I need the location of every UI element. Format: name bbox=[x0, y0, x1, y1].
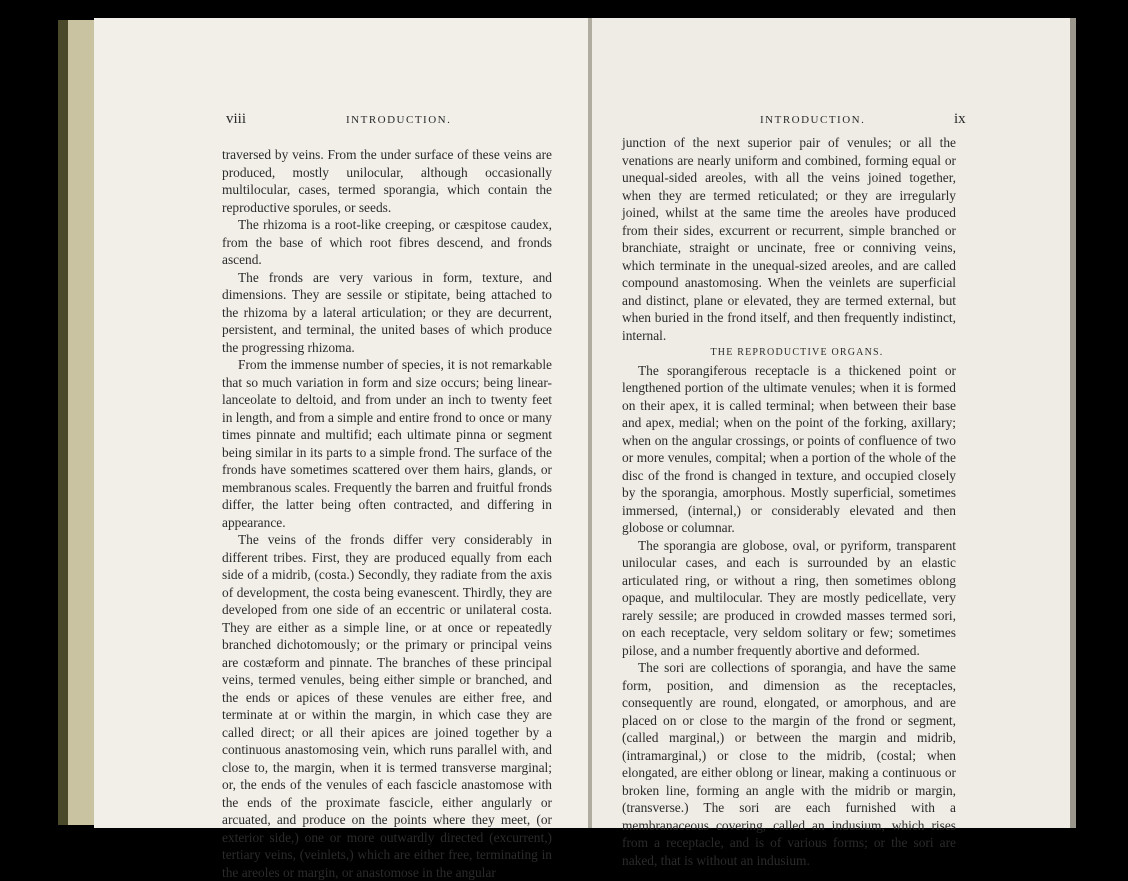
running-head-right: INTRODUCTION. bbox=[760, 114, 866, 126]
paragraph: From the immense number of species, it is not remarkable that so much variation in form and size occurs; being linear-lanceolate to deltoid, and from under an inch to twenty feet in length, and from a simple and entire frond to once or many times pinnate and multifid; each ultimate pinna or segment being similar in its parts to a simple frond. The surface of the fronds have sometimes scattered over them hairs, glands, or membranous scales. Frequently the barren and fruitful fronds differ, the latter being often contracted, and differing in appearance. bbox=[222, 357, 552, 530]
paragraph: The sporangiferous receptacle is a thickened point or lengthened portion of the ultimate venules; when it is formed on their apex, it is called terminal; when between their base and apex, medial; when on the point of the forking, axillary; when on the angular crossings, or points of confluence of two or more venules, compital; when a portion of the whole of the disc of the frond is changed in texture, and occupied closely by the sporangia, amorphous. Mostly superficial, sometimes immersed, (internal,) or considerably elevated and then globose or columnar. bbox=[622, 362, 956, 535]
paragraph: junction of the next superior pair of venules; or all the venations are nearly uniform and combined, forming equal or unequal-sided areoles, with all the veins joined together, when they are termed reticulated; or they are irregularly joined, whilst at the same time the areoles have produced from their sides, excurrent or recurrent, simple branched or branchiate, straight or uncinate, free or conniving veins, which terminate in the unequal-sized areoles, and are called compound anastomosing. When the veinlets are superficial and distinct, plane or elevated, they are termed external, but when buried in the frond itself, and then frequently indistinct, internal. bbox=[622, 135, 956, 343]
paragraph: The sori are collections of sporangia, and have the same form, position, and dimension as the receptacles, consequently are round, elongated, or amorphous, and are placed on or close to the margin of the frond or segment, (called marginal,) or between the margin and midrib, (intramarginal,) or close to the midrib, (costal; when elongated, are either oblong or linear, making a continuous or broken line, forming an angle with the midrib or margin, (transverse.) The sori are each furnished with a membranaceous covering, called an indusium, which rises from a receptacle, and is of various forms; or the sori are naked, that is without an indusium. bbox=[622, 660, 956, 868]
page-number-right: ix bbox=[954, 111, 966, 127]
left-text-column bbox=[222, 146, 552, 881]
left-page bbox=[94, 18, 591, 880]
paragraph: traversed by veins. From the under surface of these veins are produced, mostly unilocular, although occasionally multilocular, cases, termed sporangia, which contain the reproductive sporules, or seeds. bbox=[222, 147, 552, 215]
paragraph: The fronds are very various in form, texture, and dimensions. They are sessile or stipitate, being attached to the rhizoma by a lateral articulation; or they are decurrent, persistent, and terminal, the united bases of which produce the progressing rhizoma. bbox=[222, 269, 552, 355]
paragraph: The sporangia are globose, oval, or pyriform, transparent unilocular cases, and each is surrounded by an elastic articulated ring, or without a ring, then sometimes oblong opaque, and multilocular. They are mostly pedicellate, very rarely sessile; are produced in crowded masses termed sori, on each receptacle, very seldom solitary or few; sometimes pilose, and a number frequently abortive and deformed. bbox=[622, 537, 956, 658]
paragraph: The rhizoma is a root-like creeping, or cæspitose caudex, from the base of which root fibres descend, and fronds ascend. bbox=[222, 217, 552, 267]
section-heading: THE REPRODUCTIVE ORGANS. bbox=[710, 347, 884, 358]
page-stack-edge-right bbox=[1070, 18, 1076, 828]
paragraph: The veins of the fronds differ very considerably in different tribes. First, they are produced equally from each side of a midrib, (costa.) Secondly, they radiate from the axis of development, the costa being evanescent. Thirdly, they are developed from one side of an eccentric or unilateral costa. They are either as a simple line, or at once or repeatedly branched dichotomously; or the primary or principal veins are costæform and pinnate. The branches of these principal veins, termed venules, being either simple or branched, and the ends or apices of these venules are either free, and terminate at or within the margin, in which case they are called direct; or all their apices are joined together by a continuous anastomosing vein, which runs parallel with, and close to, the margin, when it is termed transverse marginal; or, the ends of the venules of each fascicle anastomose with the ends of the proximate fascicle, either angularly or arcuated, and produce on the points where they meet, (or exterior side,) one or more outwardly directed (excurrent,) tertiary veins, (veinlets,) which are either free, terminating in the areoles or margin, or anastomose in the angular bbox=[222, 532, 552, 880]
page-number-left: viii bbox=[226, 111, 247, 127]
book-spine bbox=[58, 20, 68, 825]
running-head-left: INTRODUCTION. bbox=[346, 114, 452, 126]
right-text-column bbox=[622, 134, 956, 869]
page-stack-edge bbox=[68, 20, 95, 825]
right-page bbox=[592, 18, 1070, 868]
